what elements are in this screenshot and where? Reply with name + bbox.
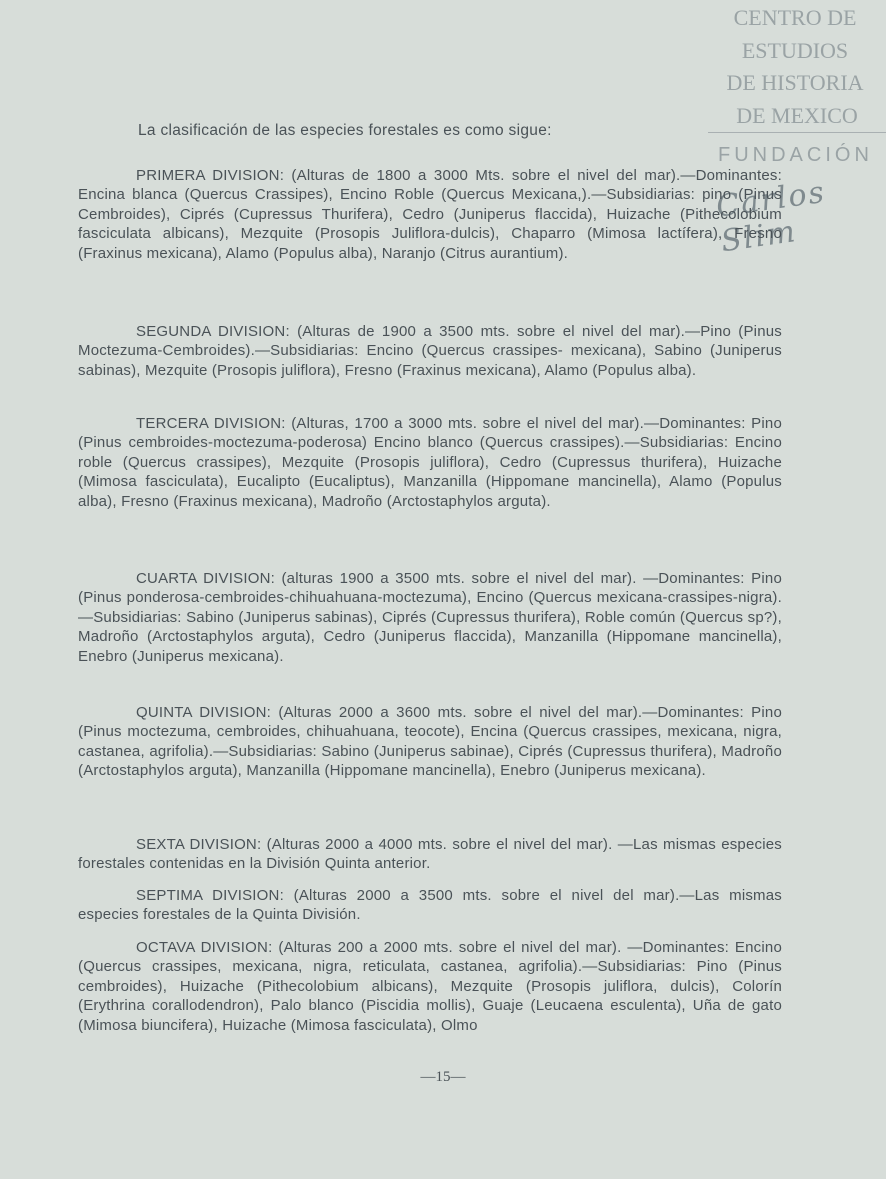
stamp-line-4: DE MEXICO	[708, 100, 886, 134]
signature: Carlos Slim	[713, 174, 828, 260]
paragraph-quinta	[78, 703, 782, 781]
stamp-line-2: ESTUDIOS	[741, 37, 849, 63]
paragraph-septima	[78, 886, 782, 925]
paragraph-text: TERCERA DIVISION: (Alturas, 1700 a 3000 mts. sobre el nivel del mar).—Dominantes: Pino (Pinus cembroides-moctezuma-poderosa) Encino blanco (Quercus crassipes).—Subsidiarias: Encino roble (Quercus crassipes), Mezquite (Prosopis juliflora), Cedro (Cupressus thurifera), Huizache (Mimosa fasciculata), Eucalipto (Eucaliptus), Manzanilla (Hippomane mancinella), Alamo (Populus alba), Fresno (Fraxinus mexicana), Madroño (Arctostaphylos arguta).	[78, 415, 782, 510]
page-number: —15—	[420, 1069, 466, 1085]
stamp-foundation: FUNDACIÓN	[718, 144, 873, 166]
paragraph-primera	[78, 166, 782, 263]
paragraph-sexta	[78, 835, 782, 874]
paragraph-segunda	[78, 322, 782, 380]
intro-text: La clasificación de las especies forestales es como sigue:	[138, 122, 552, 139]
paragraph-text: SEGUNDA DIVISION: (Alturas de 1900 a 3500 mts. sobre el nivel del mar).—Pino (Pinus Moctezuma-Cembroides).—Subsidiarias: Encino (Quercus crassipes- mexicana), Sabino (Juniperus sabinas), Mezquite (Prosopis juliflora), Fresno (Fraxinus mexicana), Alamo (Populus alba).	[78, 323, 782, 379]
paragraph-octava	[78, 938, 782, 1035]
paragraph-cuarta	[78, 569, 782, 666]
paragraph-tercera	[78, 414, 782, 511]
paragraph-text: PRIMERA DIVISION: (Alturas de 1800 a 3000 Mts. sobre el nivel del mar).—Dominantes: Encina blanca (Quercus Crassipes), Encino Roble (Quercus Mexicana,).—Subsidiarias: pino (Pinus Cembroides), Ciprés (Cupressus Thurifera), Cedro (Juniperus flaccida), Huizache (Pithecolobium fasciculata albicans), Mezquite (Prosopis Juliflora-dulcis), Chaparro (Mimosa lactífera), Fresno (Fraxinus mexicana), Alamo (Populus alba), Naranjo (Citrus aurantium).	[78, 167, 782, 262]
archive-stamp	[706, 2, 884, 172]
paragraph-text: OCTAVA DIVISION: (Alturas 200 a 2000 mts. sobre el nivel del mar). —Dominantes: Encino (Quercus crassipes, mexicana, nigra, reticulata, castanea, agrifolia).—Subsidiarias: Pino (Pinus cembroides), Huizache (Pithecolobium albicans), Mezquite (Prosopis juliflora, dulcis), Colorín (Erythrina corallodendron), Palo blanco (Piscidia mollis), Guaje (Leucaena esculenta), Uña de gato (Mimosa biuncifera), Huizache (Mimosa fasciculata), Olmo	[78, 939, 782, 1034]
paragraph-text: QUINTA DIVISION: (Alturas 2000 a 3600 mts. sobre el nivel del mar).—Dominantes: Pino (Pinus moctezuma, cembroides, chihuahuana, teocote), Encina (Quercus crassipes, mexicana, nigra, castanea, agrifolia).—Subsidiarias: Sabino (Juniperus sabinae), Ciprés (Cupressus thurifera), Madroño (Arctostaphylos arguta), Manzanilla (Hippomane mancinella), Enebro (Juniperus mexicana).	[78, 704, 782, 780]
paragraph-text: SEXTA DIVISION: (Alturas 2000 a 4000 mts. sobre el nivel del mar). —Las mismas especies forestales contenidas en la División Quinta anterior.	[78, 836, 782, 873]
stamp-line-1: CENTRO DE	[733, 5, 857, 30]
paragraph-text: CUARTA DIVISION: (alturas 1900 a 3500 mts. sobre el nivel del mar). —Dominantes: Pino (Pinus ponderosa-cembroides-chihuahuana-moctezuma), Encino (Quercus mexicana-crassipes-nigra).—Subsidiarias: Sabino (Juniperus sabinas), Ciprés (Cupressus thurifera), Roble común (Quercus sp?), Madroño (Arctostaphylos arguta), Cedro (Juniperus flaccida), Manzanilla (Hippomane mancinella), Enebro (Juniperus mexicana).	[78, 570, 782, 665]
paragraph-text: SEPTIMA DIVISION: (Alturas 2000 a 3500 mts. sobre el nivel del mar).—Las mismas especies forestales de la Quinta División.	[78, 887, 782, 924]
stamp-line-3: DE HISTORIA	[726, 70, 864, 95]
